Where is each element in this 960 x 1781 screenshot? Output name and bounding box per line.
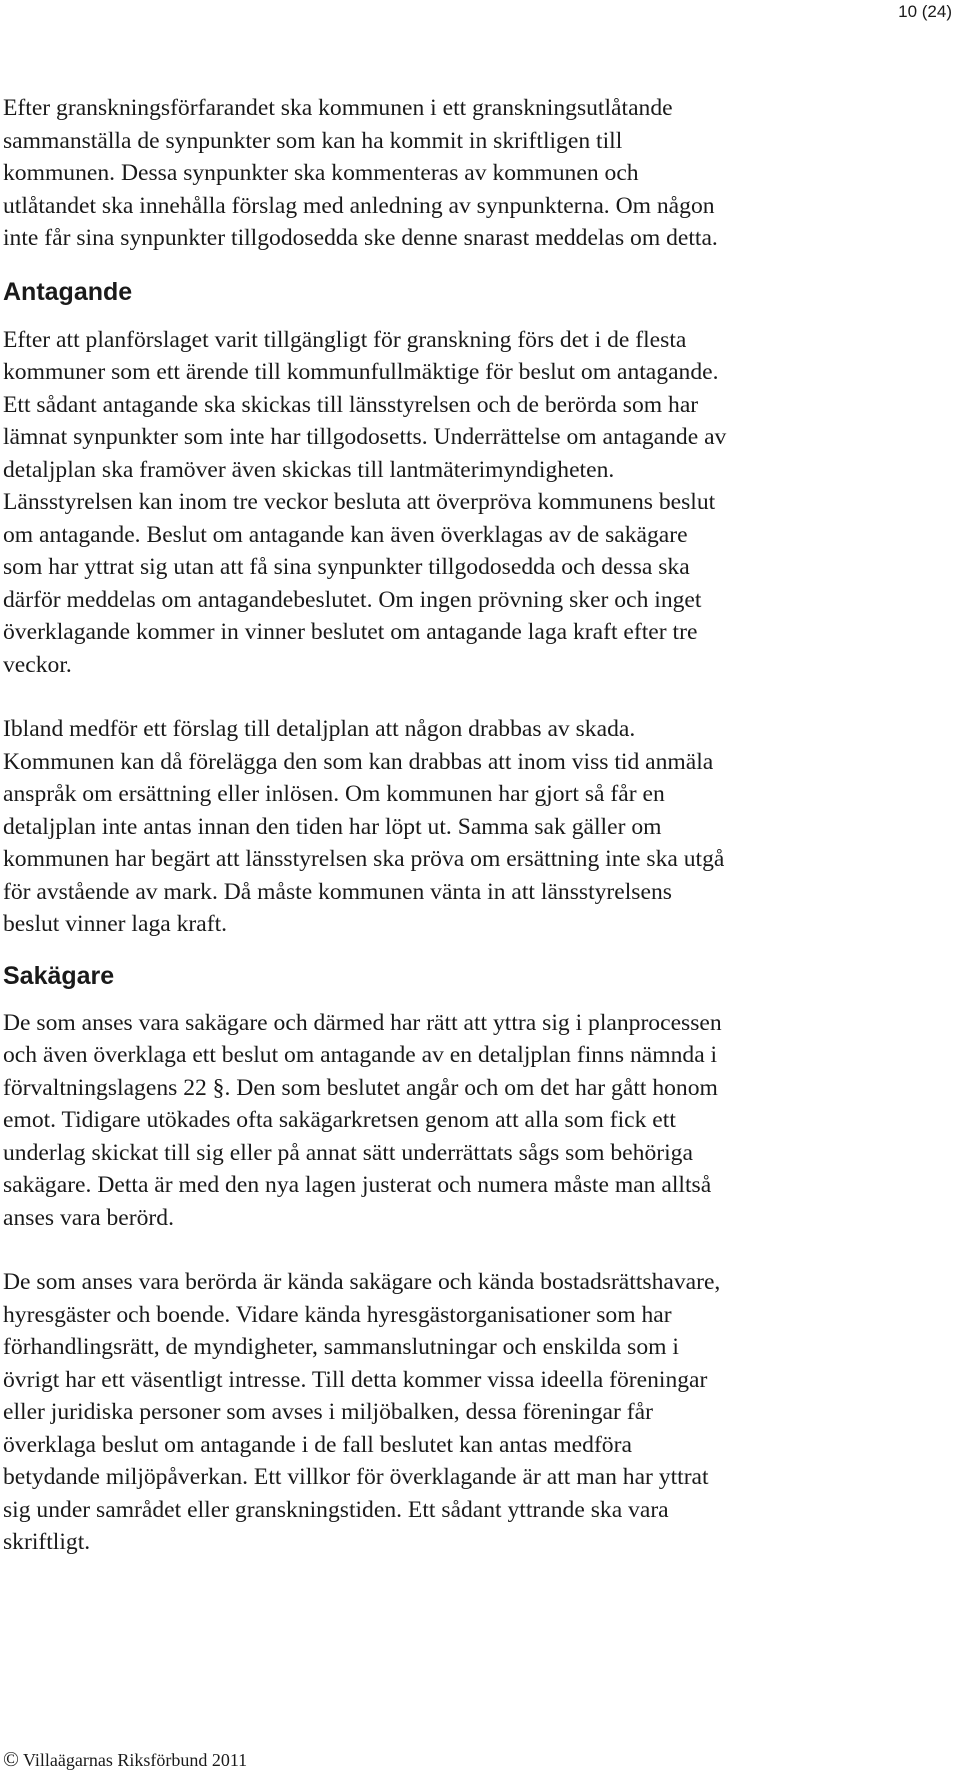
copyright-icon: © [3, 1747, 19, 1771]
footer [3, 1747, 247, 1772]
paragraph-granskningsutlatande: Efter granskningsförfarandet ska kommunen i ett granskningsutlåtande sammanställa de synpunkter som kan ha kommit in skriftligen till kommunen. Dessa synpunkter ska kommenteras av kommunen och utlåtandet ska innehålla förslag med anledning av synpunkterna. Om någon inte får sina synpunkter tillgodosedda ske denne snarast meddelas om detta. [3, 95, 718, 251]
heading-sakagare: Sakägare [3, 961, 115, 990]
paragraph-skada: Ibland medför ett förslag till detaljplan att någon drabbas av skada. Kommunen kan då förelägga den som kan drabbas att inom viss tid anmäla anspråk om ersättning eller inlösen. Om kommunen har gjort så får en detaljplan inte antas innan den tiden har löpt ut. Samma sak gäller om kommunen har begärt att länsstyrelsen ska pröva om ersättning inte ska utgå för avstående av mark. Då måste kommunen vänta in att länsstyrelsens beslut vinner laga kraft. [3, 716, 725, 937]
paragraph-sakagare-definition: De som anses vara sakägare och därmed har rätt att yttra sig i planprocessen och även överklaga ett beslut om antagande av en detaljplan finns nämnda i förvaltningslagens 22 §. Den som beslutet angår och om det har gått honom emot. Tidigare utökades ofta sakägarkretsen genom att alla som fick ett underlag skickat till sig eller på annat sätt underrättats sågs som behöriga sakägare. Detta är med den nya lagen justerat och numera måste man alltså anses vara berörd. [3, 1009, 722, 1231]
document-body [3, 92, 933, 1559]
page-number: 10 (24) [898, 2, 952, 21]
heading-antagande: Antagande [3, 277, 133, 306]
paragraph-berorda: De som anses vara berörda är kända sakägare och kända bostadsrättshavare, hyresgäster och boende. Vidare kända hyresgästorganisationer som har förhandlingsrätt, de myndigheter, sammanslutningar och enskilda som i övrigt har ett väsentligt intresse. Till detta kommer vissa ideella föreningar eller juridiska personer som avses i miljöbalken, dessa föreningar får överklaga beslut om antagande i de fall beslutet kan antas medföra betydande miljöpåverkan. Ett villkor för överklagande är att man har yttrat sig under samrådet eller granskningstiden. Ett sådant yttrande ska vara skriftligt. [3, 1269, 721, 1555]
footer-text: Villaägarnas Riksförbund 2011 [22, 1750, 248, 1770]
paragraph-antagande: Efter att planförslaget varit tillgängligt för granskning förs det i de flesta kommuner som ett ärende till kommunfullmäktige för beslut om antagande. Ett sådant antagande ska skickas till länsstyrelsen och de berörda som har lämnat synpunkter som inte har tillgodosetts. Underrättelse om antagande av detaljplan ska framöver även skickas till lantmäterimyndigheten. Länsstyrelsen kan inom tre veckor besluta att överpröva kommunens beslut om antagande. Beslut om antagande kan även överklagas av de sakägare som har yttrat sig utan att få sina synpunkter tillgodosedda och dessa ska därför meddelas om antagandebeslutet. Om ingen prövning sker och inget överklagande kommer in vinner beslutet om antagande laga kraft efter tre veckor. [3, 326, 727, 678]
